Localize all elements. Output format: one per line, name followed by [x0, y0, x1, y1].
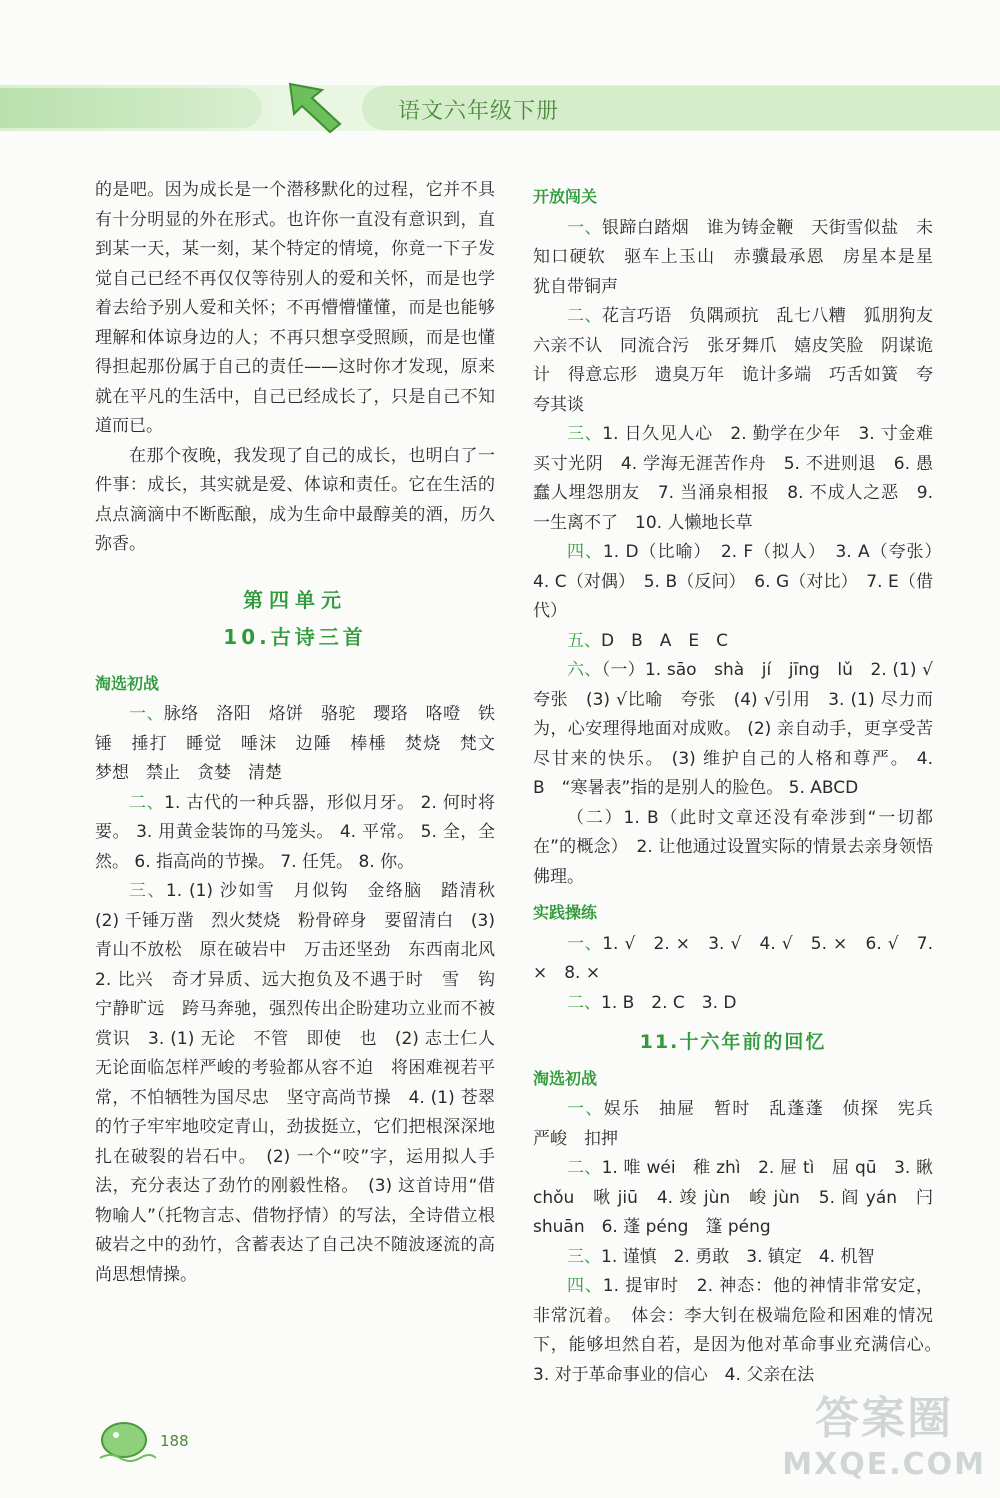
answer-item	[533, 214, 950, 303]
answer-text: 1. 谨慎 2. 勇敢 3. 镇定 4. 机智	[601, 1246, 875, 1267]
section-title: 实践操练	[533, 903, 598, 922]
answer-number: 一、	[567, 933, 603, 954]
answer-number: 二、	[567, 992, 601, 1013]
answer-item	[533, 989, 933, 1019]
answer-text: 1. √ 2. × 3. √ 4. √ 5. × 6. √ 7. × 8. ×	[533, 933, 934, 983]
lesson-title: 11.十六年前的回忆	[639, 1031, 827, 1053]
answer-item	[533, 1243, 933, 1273]
answer-item	[533, 1272, 950, 1390]
answer-text: 1. (1) 沙如雪 月似钩 金络脑 踏清秋 (2) 千锤万凿 烈火焚烧 粉骨碎身 要留清白 (3) 青山不放松 原在破岩中 万击还坚劲 东西南北风 2. 比兴 奇才异质、远大抱负及不遇于时 雪 钩 宁静旷远 跨马奔驰，强烈传出企盼建功立业而不被赏识 3. (1) 无论 不管 即使 也 (2) 志士仁人无论面临怎样严峻的考验都从容不迫 将困难视若平常，不怕牺牲为国尽忠 坚守高尚节操 4. (1) 苍翠的竹子牢牢地咬定青山，劲拔挺立，它们把根深深地扎在破裂的岩石中。 (2) 一个“咬”字，运用拟人手法，充分表达了劲竹的刚毅性格。 (3) 这首诗用“借物喻人”（托物言志、借物抒情）的写法，全诗借立根破岩之中的劲竹，含蓄表达了自己决不随波逐流的高尚思想情操。	[95, 881, 513, 1285]
section-title: 淘选初战	[533, 1068, 598, 1088]
essay-paragraph: 在那个夜晚，我发现了自己的成长，也明白了一件事：成长，其实就是爱、体谅和责任。它在生活的点点滴滴中不断酝酿，成为生命中最醇美的酒，历久弥香。	[95, 445, 495, 554]
unit-title: 第四单元	[243, 587, 347, 612]
answer-item	[533, 1095, 951, 1154]
answer-text: 1. 日久见人心 2. 勤学在少年 3. 寸金难买寸光阴 4. 学海无涯苦作舟 5. 不进则退 6. 愚蠢人埋怨朋友 7. 当涌泉相报 8. 不成人之恶 9. 一生离不了 10. 人懒地长草	[533, 424, 933, 533]
answer-number: 四、	[567, 1276, 603, 1296]
section-title: 淘选初战	[95, 673, 160, 693]
answer-number: 三、	[567, 1246, 601, 1267]
page-mascot-icon	[96, 1418, 156, 1464]
answer-item	[95, 700, 512, 789]
answer-text: 娱乐 抽屉 暂时 乱蓬蓬 侦探 宪兵 严峻 扣押	[533, 1099, 951, 1149]
answer-item	[533, 538, 950, 627]
answer-item	[95, 789, 495, 878]
watermark-url: MXQE.COM	[782, 1447, 986, 1482]
answer-item	[533, 1154, 933, 1243]
answer-text: D B A E C	[601, 630, 728, 651]
answer-text: 银蹄白踏烟 谁为铸金鞭 天街雪似盐 未知口硬软 驱车上玉山 赤骥最承恩 房星本是星 犹自带铜声	[533, 217, 950, 297]
section-title: 开放闯关	[533, 187, 598, 206]
answer-text: （二）1. B（此时文章还没有牵涉到“一切都在”的概念） 2. 让他通过设置实际的情景去亲身领悟佛理。	[533, 807, 933, 887]
answer-number: 一、	[129, 704, 164, 724]
answer-item	[533, 930, 933, 989]
book-title: 语文六年级下册	[398, 99, 560, 124]
answer-number: 二、	[567, 306, 602, 326]
answer-item	[533, 627, 933, 657]
answer-number: 二、	[567, 1158, 602, 1178]
arrow-icon	[286, 80, 344, 134]
answer-item	[533, 804, 933, 893]
answer-text: 1. 提审时 2. 神态：他的神情非常安定，非常沉着。 体会：李大钊在极端危险和困难的情况下，能够坦然自若，是因为他对革命事业充满信心。 3. 对于革命事业的信心 4. 父亲在法	[533, 1276, 950, 1385]
answer-text: 1. 唯 wéi 稚 zhì 2. 屉 tì 屈 qū 3. 瞅 chǒu 啾 jiū 4. 竣 jùn 峻 jùn 5. 阎 yán 闩 shuān 6. 蓬 péng 篷 péng	[533, 1158, 933, 1237]
answer-text: 1. B 2. C 3. D	[601, 992, 737, 1013]
answer-number: 一、	[567, 1099, 604, 1119]
page-number: 188	[160, 1432, 189, 1450]
answer-number: 一、	[567, 217, 602, 238]
header-left-decoration	[0, 88, 262, 128]
answer-number: 六、	[567, 660, 602, 680]
answer-text: （一）1. sāo shà jí jīng lǔ 2. (1) √夸张 (3) √比喻 夸张 (4) √引用 3. (1) 尽力而为，心安理得地面对成败。 (2) 亲自动手，更享受苦尽甘来的快乐。 (3) 维护自己的人格和尊严。 4. B “寒暑表”指的是别人的脸色。 5. ABCD	[533, 660, 934, 798]
answer-text: 脉络 洛阳 烙饼 骆驼 璎珞 咯噔 铁锤 捶打 睡觉 唾沫 边陲 棒棰 焚烧 梵文 梦想 禁止 贪婪 清楚	[95, 704, 512, 783]
answer-text: 花言巧语 负隅顽抗 乱七八糟 狐朋狗友 六亲不认 同流合污 张牙舞爪 嬉皮笑脸 阴谋诡计 得意忘形 遗臭万年 诡计多端 巧舌如簧 夸夸其谈	[533, 306, 951, 415]
answer-item	[533, 420, 933, 538]
essay-paragraph: 的是吧。因为成长是一个潜移默化的过程，它并不具有十分明显的外在形式。也许你一直没有意识到，直到某一天，某一刻，某个特定的情境，你竟一下子发觉自己已经不再仅仅等待别人的爱和关怀，而是也学着去给予别人爱和关怀；不再懵懵懂懂，而是也能够理解和体谅身边的人；不再只想享受照顾，而是也懂得担起那份属于自己的责任——这时你才发现，原来就在平凡的生活中，自己已经成长了，只是自己不知道而已。	[95, 180, 495, 436]
answer-item	[533, 302, 951, 420]
answer-text: 1. 古代的一种兵器，形似月牙。 2. 何时将要。 3. 用黄金装饰的马笼头。 4. 平常。 5. 全，全然。 6. 指高尚的节操。 7. 任凭。 8. 你。	[95, 792, 496, 872]
answer-item	[533, 656, 933, 804]
answer-number: 三、	[129, 881, 166, 901]
answer-number: 四、	[567, 542, 603, 562]
watermark	[782, 1393, 986, 1488]
answer-number: 五、	[567, 630, 601, 651]
watermark-text: 答案圈	[815, 1393, 954, 1444]
answer-text: 1. D（比喻） 2. F（拟人） 3. A（夸张） 4. C（对偶） 5. B（反问） 6. G（对比） 7. E（借代）	[533, 542, 950, 621]
left-column	[95, 176, 513, 1290]
right-column	[533, 176, 951, 1390]
answer-number: 三、	[567, 424, 603, 444]
answer-item	[95, 877, 513, 1290]
lesson-title: 10.古诗三首	[223, 625, 367, 649]
answer-number: 二、	[129, 792, 165, 813]
